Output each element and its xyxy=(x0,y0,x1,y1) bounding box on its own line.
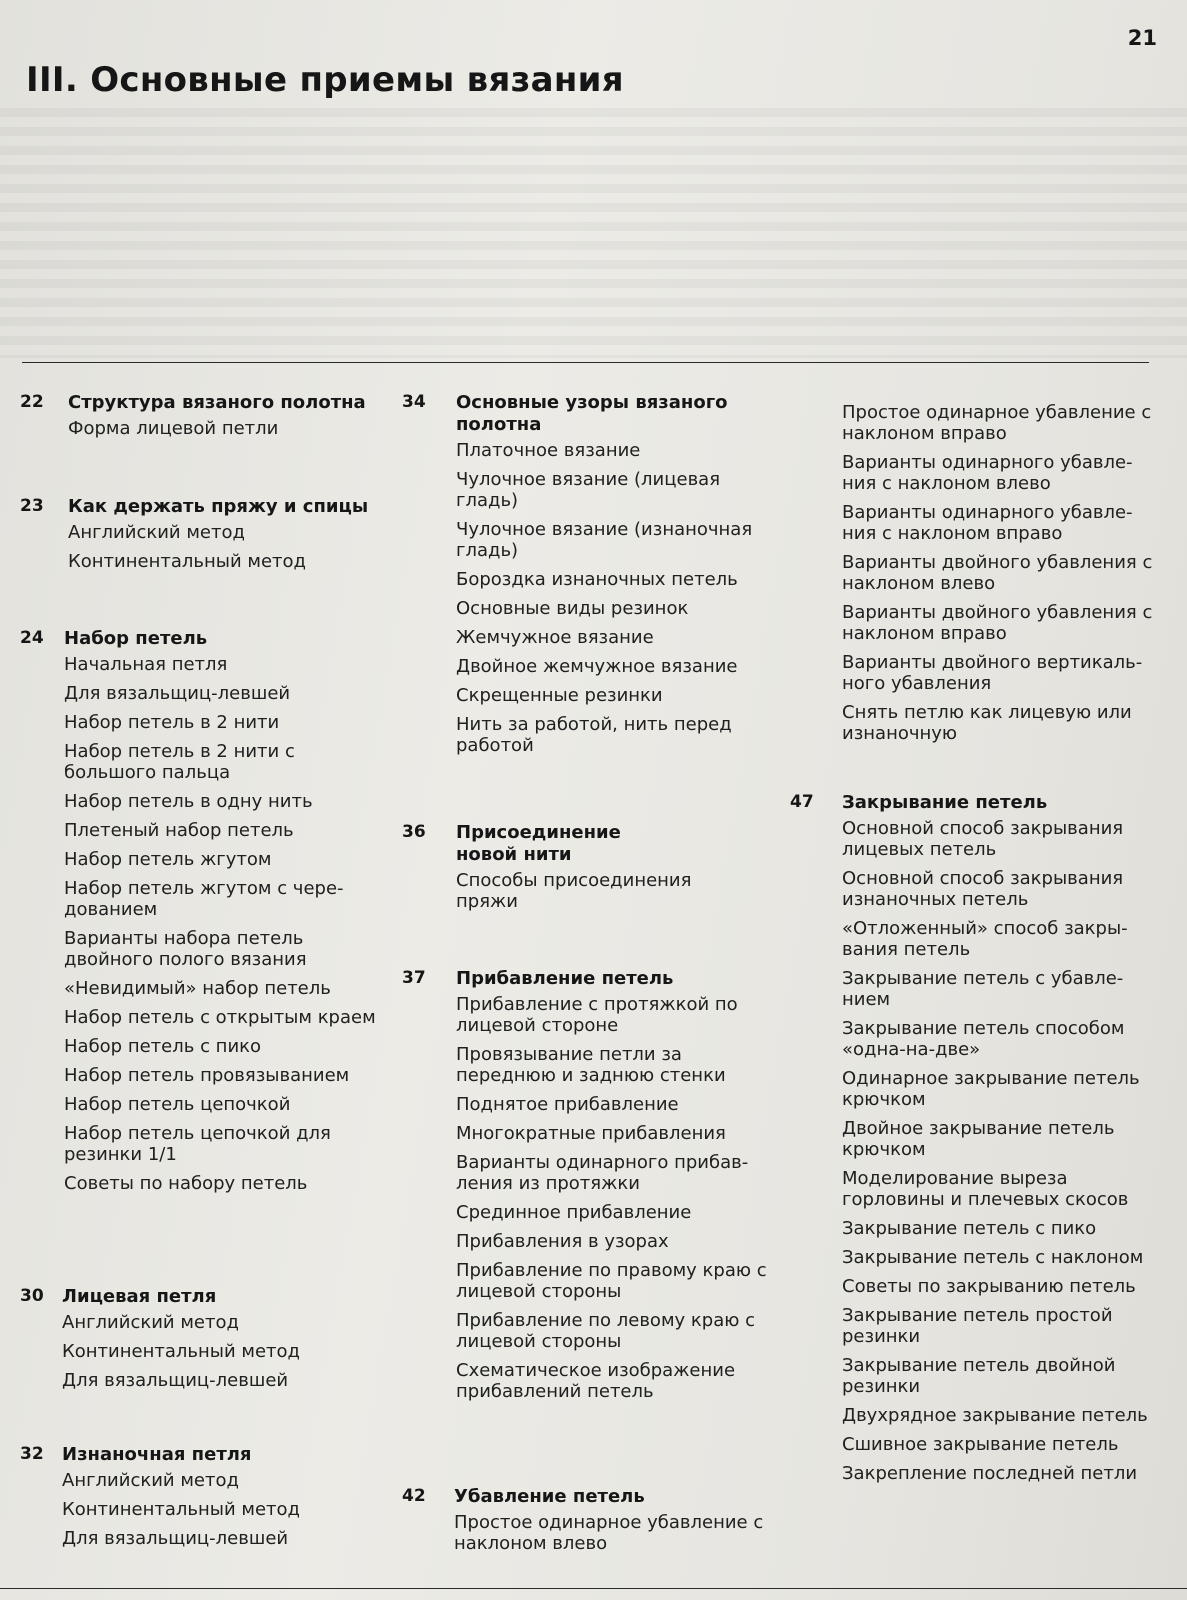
toc-section xyxy=(402,392,782,764)
section-title: Закрывание петель xyxy=(842,792,1048,813)
section-page-number: 37 xyxy=(402,968,426,988)
entry-list xyxy=(68,522,380,572)
entry-list xyxy=(454,1512,770,1554)
toc-entry: Закрывание петель с убавле-нием xyxy=(842,968,1124,1010)
toc-entry: Закрывание петель с наклоном xyxy=(842,1247,1144,1268)
entry-list xyxy=(456,440,766,756)
toc-section xyxy=(20,496,380,580)
toc-entry: Прибавление по левому краю с лицевой стороны xyxy=(456,1310,755,1352)
toc-entry: Чулочное вязание (изнаночная гладь) xyxy=(456,519,753,561)
toc-entry: Набор петель жгутом xyxy=(64,849,272,870)
section-title: Прибавление петель xyxy=(456,968,674,989)
toc-entry: «Отложенный» способ закры-вания петель xyxy=(842,918,1128,960)
toc-entry: Снять петлю как лицевую или изнаночную xyxy=(842,702,1132,744)
toc-entry: Для вязальщиц-левшей xyxy=(62,1528,289,1549)
section-title: Основные узоры вязаного полотна xyxy=(456,392,728,435)
entry-list xyxy=(456,994,772,1402)
toc-entry: Закрывание петель с пико xyxy=(842,1218,1097,1239)
section-page-number: 36 xyxy=(402,822,426,842)
section-title: Убавление петель xyxy=(454,1486,645,1507)
toc-entry: Основные виды резинок xyxy=(456,598,689,619)
toc-entry: Для вязальщиц-левшей xyxy=(62,1370,289,1391)
entry-list xyxy=(64,654,380,1194)
top-divider xyxy=(22,362,1149,363)
toc-entry: Набор петель в одну нить xyxy=(64,791,313,812)
toc-entry: Английский метод xyxy=(62,1470,239,1491)
section-title: Присоединение новой нити xyxy=(456,822,621,865)
section-page-number: 30 xyxy=(20,1286,44,1306)
toc-entry: Набор петель в 2 нити xyxy=(64,712,280,733)
toc-entry: Прибавление с протяжкой по лицевой стороне xyxy=(456,994,738,1036)
toc-entry: Двойное закрывание петель крючком xyxy=(842,1118,1115,1160)
toc-entry: Прибавления в узорах xyxy=(456,1231,669,1252)
entry-list xyxy=(68,418,380,439)
toc-entry: Основной способ закрывания изнаночных петель xyxy=(842,868,1124,910)
bottom-divider xyxy=(0,1588,1187,1589)
toc-section xyxy=(20,392,380,447)
toc-entry: Набор петель с открытым краем xyxy=(64,1007,376,1028)
entry-list xyxy=(62,1470,380,1549)
section-page-number: 42 xyxy=(402,1486,426,1506)
toc-section xyxy=(402,968,782,1410)
section-title: Лицевая петля xyxy=(62,1286,217,1307)
toc-entry: Закрывание петель двойной резинки xyxy=(842,1355,1116,1397)
toc-entry: Варианты двойного вертикаль-ного убавления xyxy=(842,652,1143,694)
toc-entry: Варианты двойного убавления с наклоном влево xyxy=(842,552,1153,594)
toc-entry: Закрывание петель простой резинки xyxy=(842,1305,1113,1347)
show-through-text xyxy=(0,108,1187,358)
toc-entry: Срединное прибавление xyxy=(456,1202,692,1223)
toc-entry: Варианты одинарного убавле-ния с наклоном вправо xyxy=(842,502,1133,544)
toc-entry: Варианты одинарного убавле-ния с наклоном влево xyxy=(842,452,1133,494)
toc-entry: Закрепление последней петли xyxy=(842,1463,1138,1484)
toc-entry: Двухрядное закрывание петель xyxy=(842,1405,1148,1426)
toc-entry: Набор петель цепочкой xyxy=(64,1094,291,1115)
toc-entry: Закрывание петель способом «одна-на-две» xyxy=(842,1018,1125,1060)
section-title: Изнаночная петля xyxy=(62,1444,252,1465)
toc-entry: Схематическое изображение прибавлений петель xyxy=(456,1360,736,1402)
toc-entry: Английский метод xyxy=(68,522,245,543)
toc-section xyxy=(402,1486,782,1562)
toc-entry: Многократные прибавления xyxy=(456,1123,726,1144)
toc-section xyxy=(20,1444,380,1557)
toc-entry: Сшивное закрывание петель xyxy=(842,1434,1119,1455)
toc-entry: Жемчужное вязание xyxy=(456,627,654,648)
toc-entry: Бороздка изнаночных петель xyxy=(456,569,738,590)
section-page-number: 24 xyxy=(20,628,44,648)
toc-entry: Набор петель в 2 нити с большого пальца xyxy=(64,741,295,783)
toc-entry: Плетеный набор петель xyxy=(64,820,294,841)
toc-entry: Набор петель жгутом с чере-дованием xyxy=(64,878,344,920)
section-title: Набор петель xyxy=(64,628,208,649)
toc-entry: Набор петель цепочкой для резинки 1/1 xyxy=(64,1123,331,1165)
toc-entry: Форма лицевой петли xyxy=(68,418,279,439)
toc-entry: Для вязальщиц-левшей xyxy=(64,683,291,704)
toc-entry: Скрещенные резинки xyxy=(456,685,663,706)
entry-list xyxy=(456,870,692,912)
toc-entry: Способы присоединения пряжи xyxy=(456,870,692,912)
entry-list xyxy=(842,402,1156,744)
toc-entry: Основной способ закрывания лицевых петель xyxy=(842,818,1124,860)
toc-entry: Континентальный метод xyxy=(62,1341,300,1362)
toc-entry: Поднятое прибавление xyxy=(456,1094,679,1115)
toc-entry: Начальная петля xyxy=(64,654,228,675)
toc-entry: Платочное вязание xyxy=(456,440,641,461)
toc-entry: Варианты набора петель двойного полого вязания xyxy=(64,928,307,970)
section-title: Структура вязаного полотна xyxy=(68,392,366,413)
toc-entry: Советы по закрыванию петель xyxy=(842,1276,1136,1297)
toc-entry: Континентальный метод xyxy=(62,1499,300,1520)
entry-list xyxy=(62,1312,380,1391)
toc-section xyxy=(790,402,1160,752)
toc-entry: «Невидимый» набор петель xyxy=(64,978,331,999)
toc-entry: Провязывание петли за переднюю и заднюю стенки xyxy=(456,1044,726,1086)
section-page-number: 23 xyxy=(20,496,44,516)
toc-entry: Нить за работой, нить перед работой xyxy=(456,714,732,756)
section-title: Как держать пряжу и спицы xyxy=(68,496,369,517)
section-page-number: 47 xyxy=(790,792,814,812)
toc-entry: Варианты двойного убавления с наклоном вправо xyxy=(842,602,1153,644)
chapter-title: III. Основные приемы вязания xyxy=(26,60,624,100)
toc-entry: Набор петель с пико xyxy=(64,1036,262,1057)
page-number: 21 xyxy=(1127,26,1157,50)
toc-section xyxy=(20,628,380,1202)
section-page-number: 22 xyxy=(20,392,44,412)
toc-section xyxy=(402,822,782,920)
toc-section xyxy=(790,792,1160,1492)
toc-entry: Континентальный метод xyxy=(68,551,306,572)
toc-entry: Прибавление по правому краю с лицевой стороны xyxy=(456,1260,767,1302)
section-page-number: 32 xyxy=(20,1444,44,1464)
toc-entry: Одинарное закрывание петель крючком xyxy=(842,1068,1140,1110)
toc-entry: Советы по набору петель xyxy=(64,1173,308,1194)
toc-entry: Моделирование выреза горловины и плечевых скосов xyxy=(842,1168,1129,1210)
section-page-number: 34 xyxy=(402,392,426,412)
toc-entry: Простое одинарное убавление с наклоном влево xyxy=(454,1512,764,1554)
toc-entry: Варианты одинарного прибав-ления из протяжки xyxy=(456,1152,749,1194)
toc-section xyxy=(20,1286,380,1399)
toc-entry: Двойное жемчужное вязание xyxy=(456,656,738,677)
toc-entry: Простое одинарное убавление с наклоном вправо xyxy=(842,402,1152,444)
toc-entry: Набор петель провязыванием xyxy=(64,1065,350,1086)
entry-list xyxy=(842,818,1156,1484)
toc-entry: Чулочное вязание (лицевая гладь) xyxy=(456,469,721,511)
toc-entry: Английский метод xyxy=(62,1312,239,1333)
